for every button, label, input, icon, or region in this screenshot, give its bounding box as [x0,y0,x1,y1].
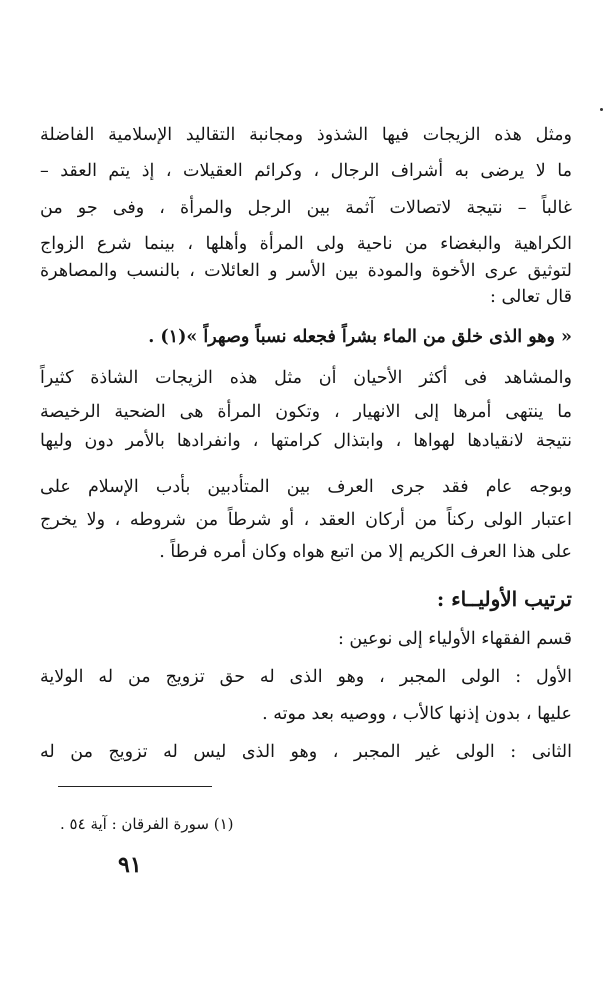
text-line-11: وبوجه عام فقد جرى العرف بين المتأدبين بأدب الإسلام على [40,477,572,497]
text-line-9: ما ينتهى أمرها إلى الانهيار ، وتكون المرأة هى الضحية الرخيصة [40,402,572,422]
text-line-13: على هذا العرف الكريم إلا من اتبع هواه وكان أمره فرطاً . [159,542,572,562]
footnote-rule [58,786,212,787]
text-line-12: اعتبار الولى ركناً من أركان العقد ، أو شرطاً من شروطه ، ولا يخرج [40,510,572,530]
text-line-8: والمشاهد فى أكثر الأحيان أن مثل هذه الزيجات الشاذة كثيراً [40,368,572,388]
text-line-18: الثانى : الولى غير المجبر ، وهو الذى ليس له تزويج من له [40,742,572,762]
text-line-17: عليها ، بدون إذنها كالأب ، ووصيه بعد موته . [262,704,572,724]
footnote: (١) سورة الفرقان : آية ٥٤ . [60,815,234,833]
page-number: ٩١ [118,852,142,878]
text-line-6: قال تعالى : [490,287,572,307]
section-heading: ترتيب الأوليــاء : [436,587,572,611]
text-line-10: نتيجة لانقيادها لهواها ، وابتذال كرامتها ، وانفرادها بالأمر دون وليها [40,431,572,451]
text-line-15: قسم الفقهاء الأولياء إلى نوعين : [337,629,572,649]
text-line-5: لتوثيق عرى الأخوة والمودة بين الأسر و العائلات ، بالنسب والمصاهرة [40,261,572,281]
edge-mark [600,108,603,111]
text-line-1: ومثل هذه الزيجات فيها الشذوذ ومجانبة التقاليد الإسلامية الفاضلة [40,125,572,145]
quran-verse: « وهو الذى خلق من الماء بشراً فجعله نسباً وصهراً »(١) . [148,327,572,347]
text-line-2: ما لا يرضى به أشراف الرجال ، وكرائم العقيلات ، إذ يتم العقد – [40,161,572,181]
text-line-16: الأول : الولى المجبر ، وهو الذى له حق تزويج من له الولاية [40,667,572,687]
text-line-4: الكراهية والبغضاء من ناحية ولى المرأة وأهلها ، بينما شرع الزواج [40,234,572,254]
text-line-3: غالباً – نتيجة لاتصالات آثمة بين الرجل والمرأة ، وفى جو من [40,198,572,218]
